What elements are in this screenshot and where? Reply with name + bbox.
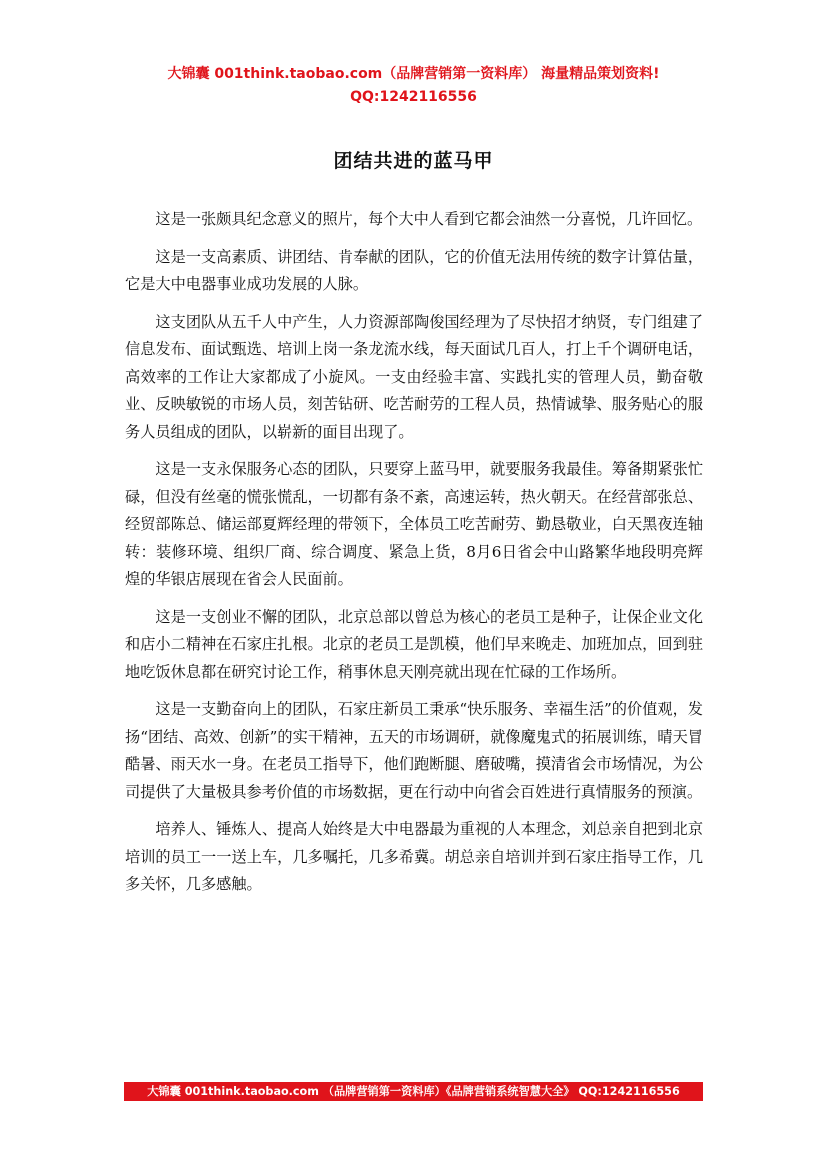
paragraph-7: 培养人、锤炼人、提高人始终是大中电器最为重视的人本理念，刘总亲自把到北京培训的员工一一送上车，几多嘱托，几多希冀。胡总亲自培训并到石家庄指导工作，几多关怀，几多感触。 (125, 820, 703, 893)
header-line-2: QQ:1242116556 (350, 89, 477, 105)
page-title: 团结共进的蓝马甲 (333, 150, 494, 172)
paragraph-3: 这支团队从五千人中产生，人力资源部陶俊国经理为了尽快招才纳贤，专门组建了信息发布、面试甄选、培训上岗一条龙流水线，每天面试几百人，打上千个调研电话，高效率的工作让大家都成了小旋风。一支由经验丰富、实践扎实的管理人员，勤奋敬业、反映敏锐的市场人员，刻苦钻研、吃苦耐劳的工程人员，热情诚挚、服务贴心的服务人员组成的团队，以崭新的面目出现了。 (125, 312, 703, 441)
paragraph-1: 这是一张颇具纪念意义的照片，每个大中人看到它都会油然一分喜悦，几许回忆。 (155, 210, 703, 228)
paragraph-6: 这是一支勤奋向上的团队，石家庄新员工秉承“快乐服务、幸福生活”的价值观，发扬“团结、高效、创新”的实干精神，五天的市场调研，就像魔鬼式的拓展训练，晴天冒酷暑、雨天水一身。在老员工指导下，他们跑断腿、磨破嘴，摸清省会市场情况，为公司提供了大量极具参考价值的市场数据，更在行动中向省会百姓进行真情服务的预演。 (125, 700, 703, 801)
paragraph-2: 这是一支高素质、讲团结、肯奉献的团队，它的价值无法用传统的数字计算估量，它是大中电器事业成功发展的人脉。 (125, 247, 703, 293)
footer-banner: 大锦囊 001think.taobao.com （品牌营销第一资料库）《品牌营销系统智慧大全》 QQ:1242116556 (124, 1082, 703, 1101)
article-body (125, 206, 703, 909)
paragraph-4: 这是一支永保服务心态的团队，只要穿上蓝马甲，就要服务我最佳。筹备期紧张忙碌，但没有丝毫的慌张慌乱，一切都有条不紊，高速运转，热火朝天。在经营部张总、经贸部陈总、储运部夏辉经理的带领下，全体员工吃苦耐劳、勤恳敬业，白天黑夜连轴转：装修环境、组织厂商、综合调度、紧急上货，8月6日省会中山路繁华地段明亮辉煌的华银店展现在省会人民面前。 (125, 460, 703, 588)
paragraph-5: 这是一支创业不懈的团队，北京总部以曾总为核心的老员工是种子，让保企业文化和店小二精神在石家庄扎根。北京的老员工是凯模，他们早来晚走、加班加点，回到驻地吃饭休息都在研究讨论工作，稍事休息天刚亮就出现在忙碌的工作场所。 (125, 607, 703, 681)
header-line-1: 大锦囊 001think.taobao.com（品牌营销第一资料库） 海量精品策划资料! (167, 66, 660, 82)
